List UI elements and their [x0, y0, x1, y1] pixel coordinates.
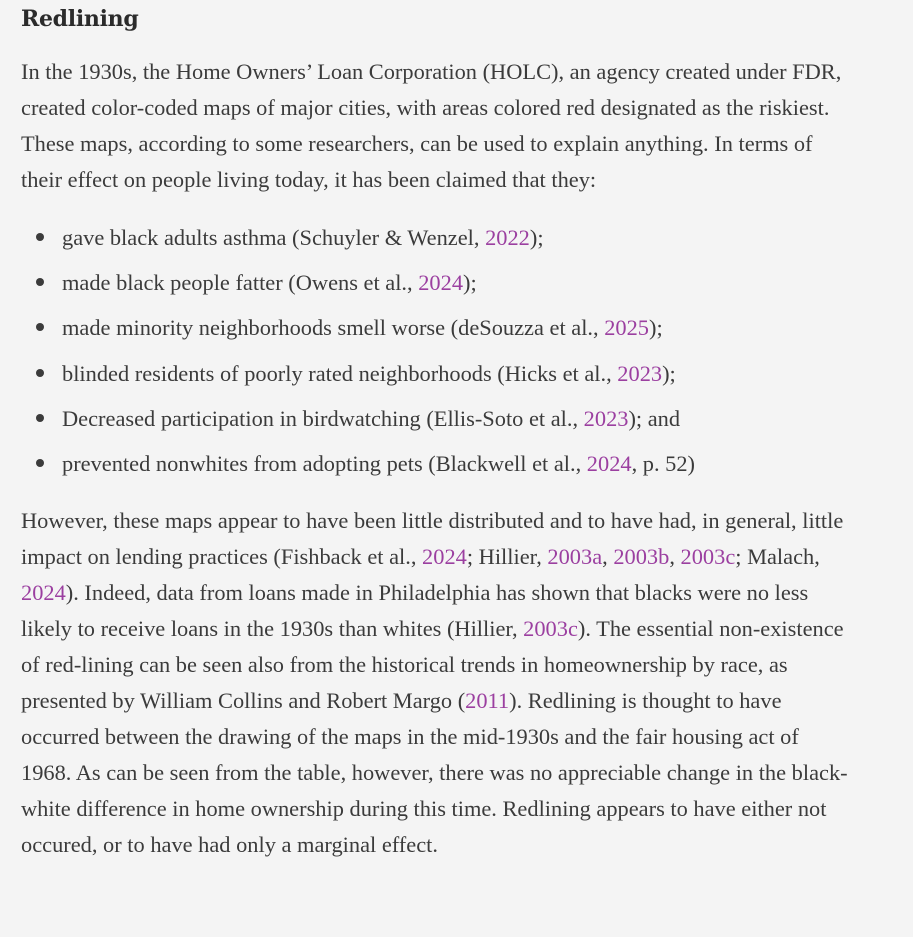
- section-heading: Redlining: [21, 6, 139, 32]
- citation-link[interactable]: 2022: [485, 225, 530, 250]
- list-item: [62, 351, 852, 396]
- body-text: ,: [602, 544, 614, 570]
- body-text: ; Malach,: [735, 544, 820, 570]
- bullet-icon: [36, 414, 44, 422]
- list-item: [62, 260, 852, 305]
- citation-link[interactable]: 2023: [583, 405, 629, 431]
- citation-link[interactable]: 2024: [418, 270, 464, 296]
- list-item: [62, 441, 852, 486]
- claim-text: prevented nonwhites from adopting pets (Blackwell et al.,: [62, 451, 587, 477]
- body-text: ; Hillier,: [466, 544, 548, 570]
- citation-link[interactable]: 2011: [465, 688, 510, 714]
- citation-link[interactable]: 2024: [21, 580, 66, 606]
- bullet-icon: [36, 459, 44, 467]
- body-text: ). Indeed, data from loans made in Philadelphia has shown that blacks were no less likely to receive loans in the 1930s than whites (Hillier,: [21, 580, 809, 642]
- body-paragraph: [21, 503, 851, 863]
- claim-suffix: );: [529, 225, 544, 250]
- claim-suffix: );: [463, 270, 477, 296]
- claim-suffix: ); and: [628, 405, 681, 431]
- citation-link[interactable]: 2003b: [613, 544, 670, 570]
- citation-link[interactable]: 2003a: [547, 544, 603, 570]
- claim-text: made black people fatter (Owens et al.,: [62, 270, 419, 296]
- citation-link[interactable]: 2024: [586, 451, 632, 477]
- intro-paragraph: In the 1930s, the Home Owners’ Loan Corporation (HOLC), an agency created under FDR, created color-coded maps of major cities, with areas colored red designated as the riskiest. These maps, according to some researchers, can be used to explain anything. In terms of their effect on people living today, it has been claimed that they:: [21, 59, 842, 192]
- claim-text: made minority neighborhoods smell worse (deSouzza et al.,: [62, 315, 605, 341]
- body-text: ,: [669, 544, 681, 570]
- body-text: ). The essential non-existence of red-lining can be seen also from the historical trends in homeownership by race, as presented by William Collins and Robert Margo (: [21, 616, 844, 714]
- bullet-icon: [36, 278, 44, 286]
- claim-text: gave black adults asthma (Schuyler & Wenzel,: [62, 225, 486, 250]
- citation-link[interactable]: 2003c: [523, 616, 578, 642]
- body-text: ). Redlining is thought to have occurred between the drawing of the maps in the mid-1930s and the fair housing act of 1968. As can be seen from the table, however, there was no appreciable change in the black-white difference in home ownership during this time. Redlining appears to have either not occured, or to have had only a marginal effect.: [21, 688, 848, 858]
- claim-suffix: , p. 52): [631, 451, 696, 477]
- claim-text: Decreased participation in birdwatching (Ellis-Soto et al.,: [62, 405, 584, 431]
- citation-link[interactable]: 2024: [422, 544, 467, 570]
- claim-text: blinded residents of poorly rated neighborhoods (Hicks et al.,: [62, 360, 618, 386]
- list-item: [62, 215, 852, 260]
- list-item: [62, 305, 852, 350]
- citation-link[interactable]: 2025: [604, 315, 649, 341]
- citation-link[interactable]: 2003c: [680, 544, 736, 570]
- list-item: [62, 396, 852, 441]
- citation-link[interactable]: 2023: [617, 360, 663, 386]
- body-text: However, these maps appear to have been little distributed and to have had, in general, little impact on lending practices (Fishback et al.,: [21, 508, 844, 570]
- bullet-icon: [36, 323, 44, 331]
- claim-suffix: );: [649, 315, 663, 341]
- bullet-icon: [36, 233, 44, 241]
- claim-suffix: );: [662, 360, 676, 386]
- claims-list: [21, 215, 852, 486]
- bullet-icon: [36, 369, 44, 377]
